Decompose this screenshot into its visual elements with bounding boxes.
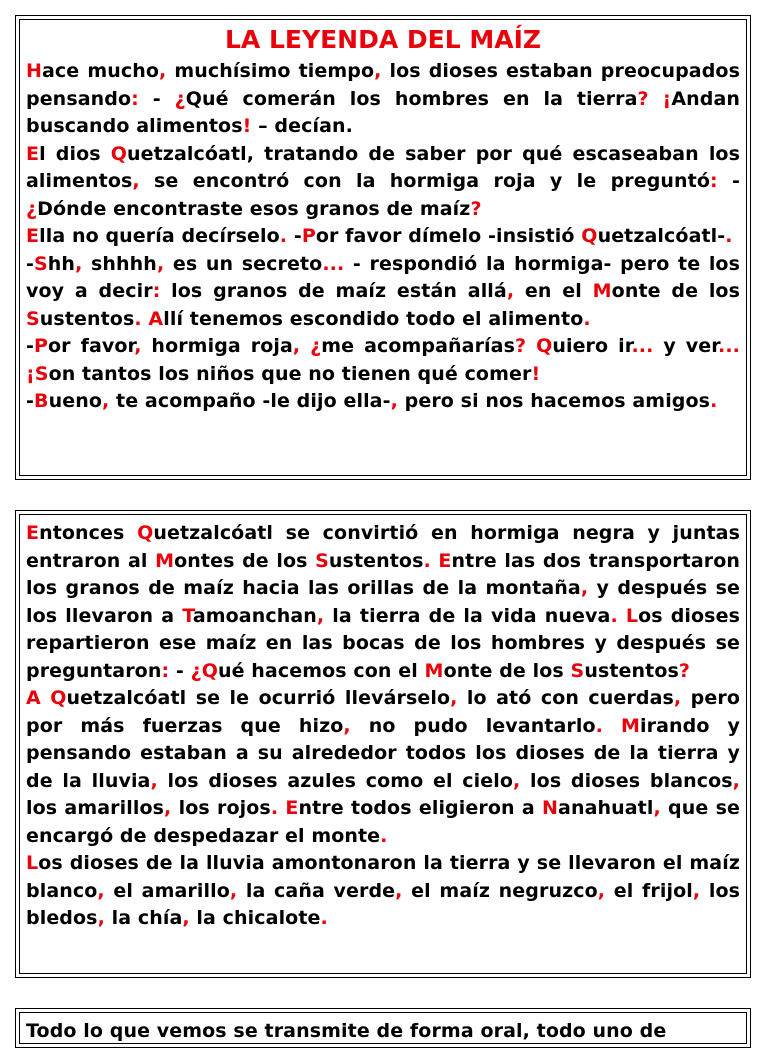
story-box-1-inner	[19, 19, 747, 476]
paragraph: Ella no quería decírselo. -Por favor dímelo -insistió Quetzalcóatl-.	[26, 225, 733, 247]
story-box-2-inner	[19, 514, 747, 974]
paragraph: Hace mucho, muchísimo tiempo, los dioses estaban preocupados pensando: - ¿Qué comerán los hombres en la tierra? ¡Andan buscando alimentos! – decían.	[26, 60, 740, 137]
document-title: LA LEYENDA DEL MAÍZ	[224, 25, 541, 54]
story-box-2	[15, 510, 751, 978]
paragraph: A Quetzalcóatl se le ocurrió llevárselo, lo ató con cuerdas, pero por más fuerzas que hizo, no pudo levantarlo. Mirando y pensando estaban a su alrededor todos los dioses de la tierra y de la lluvia, los dioses azules como el cielo, los dioses blancos, los amarillos, los rojos. Entre todos eligieron a Nanahuatl, que se encargó de despedazar el monte.	[26, 687, 741, 847]
paragraph: -Bueno, te acompaño -le dijo ella-, pero si nos hacemos amigos.	[26, 390, 718, 412]
paragraph: Los dioses de la lluvia amontonaron la tierra y se llevaron el maíz blanco, el amarillo, la caña verde, el maíz negruzco, el frijol, los bledos, la chía, la chicalote.	[26, 852, 741, 929]
paragraphs-section-2	[26, 520, 740, 933]
paragraph: -Por favor, hormiga roja, ¿me acompañarías? Quiero ir... y ver... ¡Son tantos los niños que no tienen qué comer!	[26, 335, 740, 385]
story-box-3	[15, 1008, 751, 1048]
paragraphs-section-3	[26, 1018, 740, 1044]
paragraph: El dios Quetzalcóatl, tratando de saber por qué escaseaban los alimentos, se encontró con la hormiga roja y le preguntó: - ¿Dónde encontraste esos granos de maíz?	[26, 142, 740, 220]
paragraph: Entonces Quetzalcóatl se convirtió en hormiga negra y juntas entraron al Montes de los Sustentos. Entre las dos transportaron los granos de maíz hacia las orillas de la montaña, y después se los llevaron a Tamoanchan, la tierra de la vida nueva. Los dioses repartieron ese maíz en las bocas de los hombres y después se preguntaron: - ¿Qué hacemos con el Monte de los Sustentos?	[26, 522, 741, 682]
story-box-3-inner	[19, 1012, 747, 1044]
paragraph: -Shh, shhhh, es un secreto... - respondió la hormiga- pero te los voy a decir: los granos de maíz están allá, en el Monte de los Sustentos. Allí tenemos escondido todo el alimento.	[26, 252, 740, 330]
story-box-1	[15, 15, 751, 480]
paragraphs-section-1	[26, 58, 740, 416]
paragraph: Todo lo que vemos se transmite de forma oral, todo uno de	[26, 1020, 667, 1042]
